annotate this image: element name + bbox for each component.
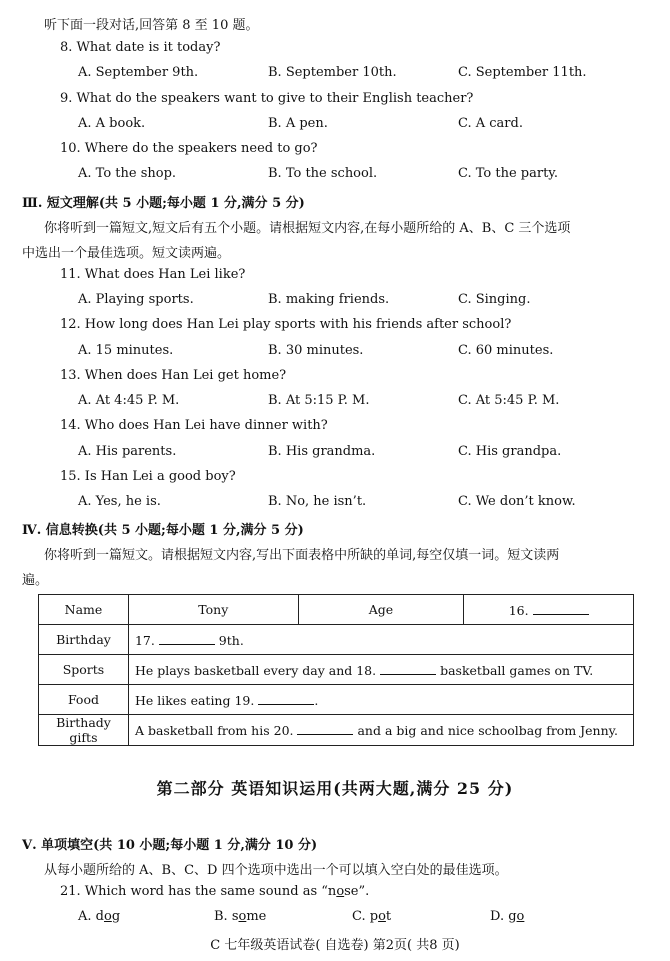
- intro-8-10: 听下面一段对话,回答第 8 至 10 题。: [44, 18, 259, 33]
- q21-c-post: t: [385, 909, 392, 924]
- q15-option-c: C. We don’t know.: [458, 494, 576, 509]
- section-4-instruction-1: 你将听到一篇短文。请根据短文内容,写出下面表格中所缺的单词,每空仅填一词。短文读两: [44, 548, 560, 563]
- section-5-instruction: 从每小题所给的 A、B、C、D 四个选项中选出一个可以填入空白处的最佳选项。: [44, 863, 508, 878]
- q9-option-b: B. A pen.: [268, 116, 328, 131]
- q13-option-b: B. At 5:15 P. M.: [268, 393, 370, 408]
- name-label: Name: [39, 595, 129, 625]
- q13-option-c: C. At 5:45 P. M.: [458, 393, 560, 408]
- age-cell: [464, 595, 634, 625]
- section-3-instruction-1: 你将听到一篇短文,短文后有五个小题。请根据短文内容,在每小题所给的 A、B、C 三个选项: [44, 221, 571, 236]
- q13-option-a: A. At 4:45 P. M.: [78, 393, 180, 408]
- birthday-suffix: 9th.: [218, 632, 244, 648]
- question-8: 8. What date is it today?: [60, 40, 221, 55]
- q9-option-a: A. A book.: [78, 116, 146, 131]
- page-footer: C 七年级英语试卷( 自选卷) 第2页( 共8 页): [210, 938, 460, 953]
- food-prefix: He likes eating 19.: [134, 692, 255, 708]
- blank-17[interactable]: [159, 632, 215, 645]
- q21-b-ul: o: [238, 909, 247, 924]
- section-3-instruction-2: 中选出一个最佳选项。短文读两遍。: [22, 246, 231, 261]
- q9-option-c: C. A card.: [458, 116, 523, 131]
- blank-19[interactable]: [258, 692, 314, 705]
- part-2-title: 第二部分 英语知识运用(共两大题,满分 25 分): [156, 779, 514, 798]
- sports-prefix: He plays basketball every day and 18.: [134, 662, 377, 678]
- blank-20[interactable]: [297, 722, 353, 735]
- name-value: Tony: [128, 595, 298, 625]
- q21-a-ul: o: [103, 909, 112, 924]
- gifts-cell: [128, 715, 633, 746]
- q21-c-pre: C. p: [352, 909, 379, 924]
- sports-cell: [128, 655, 633, 685]
- q21-b-post: me: [246, 909, 267, 924]
- q10-option-c: C. To the party.: [458, 166, 559, 181]
- q12-option-b: B. 30 minutes.: [268, 343, 364, 358]
- food-suffix: .: [314, 692, 319, 708]
- q14-option-a: A. His parents.: [78, 444, 177, 459]
- blank-18[interactable]: [380, 662, 436, 675]
- section-4-heading: Ⅳ. 信息转换(共 5 小题;每小题 1 分,满分 5 分): [22, 523, 304, 538]
- table-row: [39, 655, 634, 685]
- q12-option-c: C. 60 minutes.: [458, 343, 554, 358]
- q21-suffix: se”.: [344, 884, 370, 899]
- q11-option-c: C. Singing.: [458, 292, 531, 307]
- q15-option-a: A. Yes, he is.: [78, 494, 161, 509]
- birthday-label: Birthday: [39, 625, 129, 655]
- section-3-heading: Ⅲ. 短文理解(共 5 小题;每小题 1 分,满分 5 分): [22, 196, 305, 211]
- q21-prefix: 21. Which word has the same sound as “n: [60, 884, 337, 899]
- sports-label: Sports: [39, 655, 129, 685]
- age-label: Age: [298, 595, 464, 625]
- q21-option-c: [352, 909, 391, 924]
- q8-option-b: B. September 10th.: [268, 65, 397, 80]
- section-4-instruction-2: 遍。: [22, 573, 49, 588]
- q21-c-ul: o: [378, 909, 386, 924]
- question-10: 10. Where do the speakers need to go?: [60, 141, 318, 156]
- table-row: [39, 625, 634, 655]
- gifts-suffix: and a big and nice schoolbag from Jenny.: [357, 723, 619, 738]
- info-table: [38, 594, 634, 746]
- q21-option-d: [490, 909, 524, 924]
- sports-suffix: basketball games on TV.: [440, 662, 594, 678]
- food-cell: [128, 685, 633, 715]
- q14-option-c: C. His grandpa.: [458, 444, 562, 459]
- section-5-heading: Ⅴ. 单项填空(共 10 小题;每小题 1 分,满分 10 分): [22, 838, 318, 853]
- q14-option-b: B. His grandma.: [268, 444, 376, 459]
- question-12: 12. How long does Han Lei play sports with his friends after school?: [60, 317, 512, 332]
- q12-option-a: A. 15 minutes.: [78, 343, 174, 358]
- q21-a-post: g: [111, 909, 121, 924]
- q8-option-c: C. September 11th.: [458, 65, 587, 80]
- table-row: [39, 595, 634, 625]
- blank-16[interactable]: [533, 602, 589, 615]
- q11-option-a: A. Playing sports.: [78, 292, 194, 307]
- question-14: 14. Who does Han Lei have dinner with?: [60, 418, 328, 433]
- question-13: 13. When does Han Lei get home?: [60, 368, 287, 383]
- food-label: Food: [39, 685, 129, 715]
- q11-option-b: B. making friends.: [268, 292, 390, 307]
- birthday-cell: [128, 625, 633, 655]
- q21-option-a: [78, 909, 120, 924]
- blank-16-label: 16.: [508, 602, 529, 618]
- table-row: [39, 715, 634, 746]
- q21-option-b: [214, 909, 266, 924]
- question-11: 11. What does Han Lei like?: [60, 267, 246, 282]
- question-21: [60, 884, 369, 899]
- q10-option-b: B. To the school.: [268, 166, 378, 181]
- q21-d-pre: D. g: [490, 909, 517, 924]
- question-9: 9. What do the speakers want to give to their English teacher?: [60, 91, 474, 106]
- q21-b-pre: B. s: [214, 909, 239, 924]
- q21-d-ul: o: [516, 909, 525, 924]
- table-row: [39, 685, 634, 715]
- question-15: 15. Is Han Lei a good boy?: [60, 469, 236, 484]
- q8-option-a: A. September 9th.: [78, 65, 199, 80]
- gifts-prefix: A basketball from his 20.: [134, 723, 294, 738]
- blank-17-label: 17.: [134, 632, 155, 648]
- q21-a-pre: A. d: [78, 909, 104, 924]
- gifts-label: Birthady gifts: [39, 715, 129, 746]
- q15-option-b: B. No, he isn’t.: [268, 494, 367, 509]
- q21-underlined: o: [336, 884, 345, 899]
- q10-option-a: A. To the shop.: [78, 166, 177, 181]
